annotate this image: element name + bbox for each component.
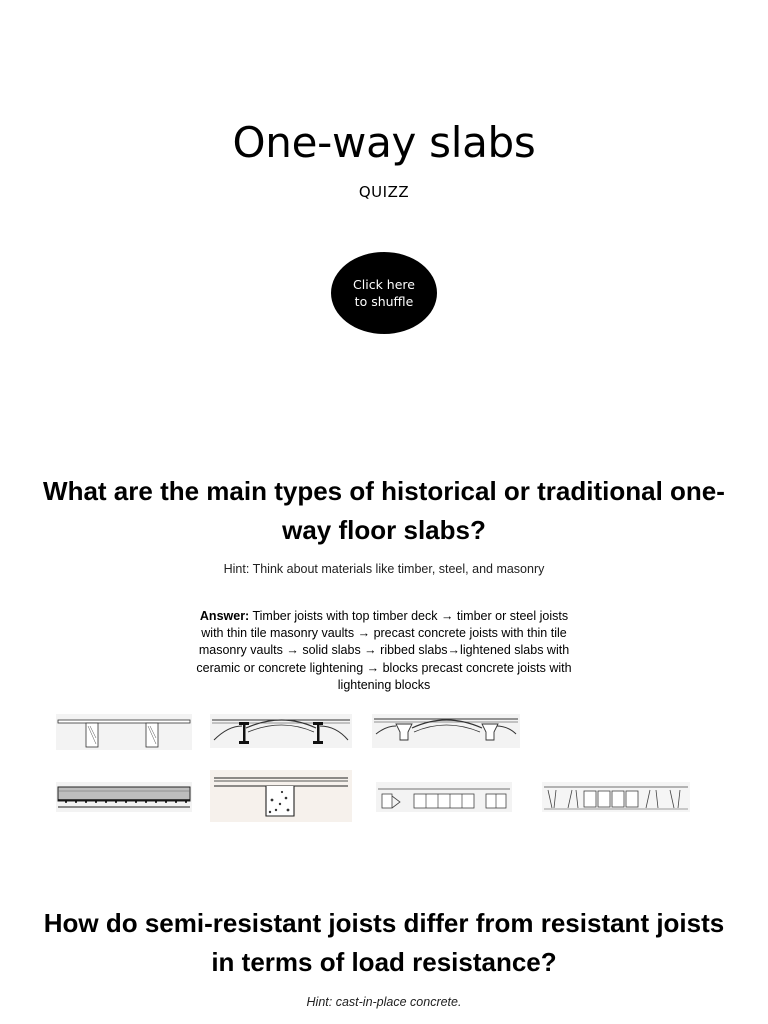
solid-slab-figure <box>56 782 192 812</box>
shuffle-label-line-1: Click here <box>353 277 415 292</box>
timber-joists-deck-figure <box>56 714 192 750</box>
shuffle-button[interactable] <box>331 252 437 334</box>
shuffle-button-label <box>344 276 424 310</box>
ceramic-lightened-slab-figure <box>376 782 512 812</box>
steel-joists-masonry-vaults-figure <box>210 714 352 748</box>
question-2: How do semi-resistant joists differ from resistant joists in terms of load resistance? <box>43 908 725 977</box>
answer-label: Answer: <box>199 609 250 623</box>
shuffle-label-line-2: to shuffle <box>354 294 414 309</box>
question-1: What are the main types of historical or traditional one-way floor slabs? <box>43 476 725 545</box>
answer-1 <box>194 608 574 694</box>
hint-1: Hint: Think about materials like timber, steel, and masonry <box>223 562 545 576</box>
ribbed-slab-figure <box>210 770 352 822</box>
page-title: One-way slabs <box>232 118 536 167</box>
concrete-lightening-blocks-figure <box>542 782 690 812</box>
answer-text: Timber joists with top timber deck → timber or steel joists with thin tile masonry vaults → precast concrete joists with thin tile masonry vaults → solid slabs → ribbed slabs→lightened slabs with ceramic or concrete lightening → blocks precast concrete joists with lightening blocks <box>196 609 572 692</box>
hint-2: Hint: cast-in-place concrete. <box>306 995 462 1009</box>
page-subtitle: QUIZZ <box>358 183 410 201</box>
precast-joists-masonry-vaults-figure <box>372 714 520 748</box>
